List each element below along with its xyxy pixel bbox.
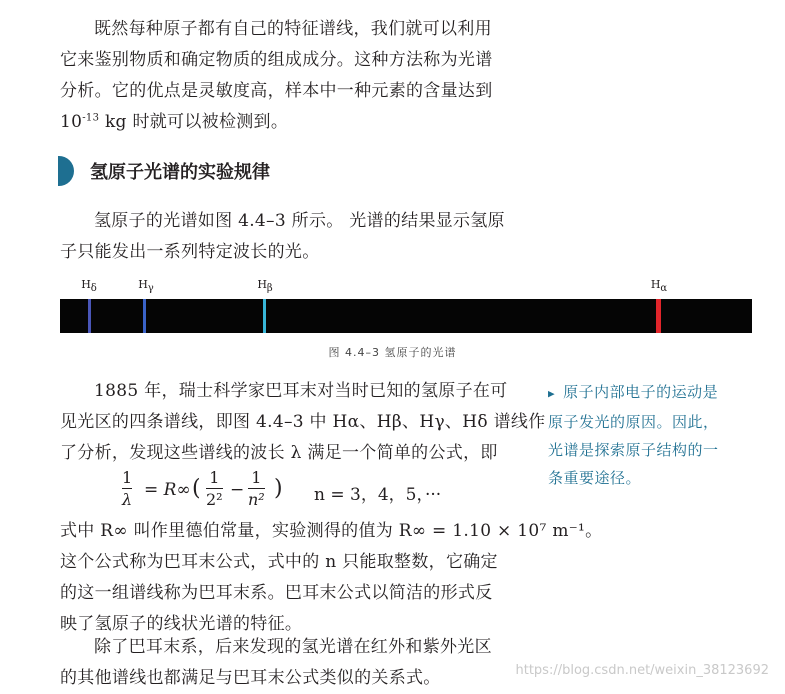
para4-line-1: 式中 R∞ 叫作里德伯常量，实验测得的值为 R∞ = 1.10 × 10⁷ m⁻¹。	[60, 521, 603, 541]
side-note-line-1: ▶ 原子内部电子的运动是	[548, 383, 719, 401]
spectrum-bar	[60, 299, 752, 333]
formula-equals-rinf: = R∞	[144, 480, 191, 500]
section-heading	[58, 156, 270, 186]
exp-base: 10	[60, 112, 83, 132]
formula-term-1: 1 2²	[206, 468, 223, 509]
intro-paragraph	[60, 14, 518, 138]
section-title: 氢原子光谱的实验规律	[90, 162, 270, 183]
formula-lhs-fraction: 1 λ	[122, 468, 133, 509]
side-note-line-3: 光谱是探索原子结构的一	[548, 441, 719, 459]
figure-caption: 图 4.4–3 氢原子的光谱	[328, 346, 457, 359]
label-h-alpha: $H_\alpha$	[650, 278, 668, 295]
formula-paren-open: (	[192, 476, 201, 501]
other-series-paragraph	[60, 632, 518, 694]
balmer-intro-paragraph	[60, 376, 546, 469]
para4-line-3: 的这一组谱线称为巴耳末系。巴耳末公式以简洁的形式反	[60, 583, 493, 603]
exp-power: -13	[82, 112, 100, 124]
label-h-gamma: $H_\gamma$	[138, 278, 154, 295]
formula-minus: −	[230, 480, 245, 500]
formula-paren-close: )	[274, 476, 283, 501]
para2-line-1: 氢原子的光谱如图 4.4–3 所示。 光谱的结果显示氢原	[94, 211, 505, 231]
label-h-delta: $H_\delta$	[81, 278, 97, 295]
spectral-line-h-delta	[88, 299, 91, 333]
side-note	[548, 378, 760, 492]
section-marker-icon	[58, 156, 74, 186]
para3-line-1: 1885 年，瑞士科学家巴耳末对当时已知的氢原子在可	[94, 381, 508, 401]
intro-line-4-text: kg 时就可以被检测到。	[99, 112, 289, 132]
intro-line-3: 分析。它的优点是灵敏度高，样本中一种元素的含量达到	[60, 81, 493, 101]
intro-line-4	[60, 107, 518, 138]
intro-line-2: 它来鉴别物质和确定物质的组成成分。这种方法称为光谱	[60, 50, 493, 70]
formula-condition: n = 3，4，5，···	[314, 485, 442, 505]
intro-line-1: 既然每种原子都有自己的特征谱线，我们就可以利用	[94, 19, 492, 39]
hydrogen-spectrum-figure	[60, 276, 752, 336]
spectrum-intro-paragraph	[60, 206, 518, 268]
spectral-line-h-beta	[263, 299, 266, 333]
side-note-line-4: 条重要途径。	[548, 469, 642, 487]
para3-line-2: 见光区的四条谱线，即图 4.4–3 中 Hα、Hβ、Hγ、Hδ 谱线作	[60, 412, 546, 432]
rydberg-paragraph	[60, 516, 603, 640]
para3-line-3: 了分析，发现这些谱线的波长 λ 满足一个简单的公式，即	[60, 443, 498, 463]
watermark: https://blog.csdn.net/weixin_38123692	[515, 663, 769, 678]
side-note-line-2: 原子发光的原因。因此，	[548, 413, 719, 431]
para4-line-2: 这个公式称为巴耳末公式，式中的 n 只能取整数，它确定	[60, 552, 498, 572]
para2-line-2: 子只能发出一系列特定波长的光。	[60, 242, 320, 262]
spectral-line-h-gamma	[143, 299, 146, 333]
formula-term-2: 1 n²	[248, 468, 265, 509]
para4-line-4: 映了氢原子的线状光谱的特征。	[60, 614, 303, 634]
para5-line-1: 除了巴耳末系，后来发现的氢光谱在红外和紫外光区	[94, 637, 492, 657]
para5-line-2: 的其他谱线也都满足与巴耳末公式类似的关系式。	[60, 668, 441, 688]
label-h-beta: $H_\beta$	[257, 278, 273, 295]
spectral-line-h-alpha	[656, 299, 661, 333]
triangle-bullet-icon: ▶	[548, 387, 556, 400]
